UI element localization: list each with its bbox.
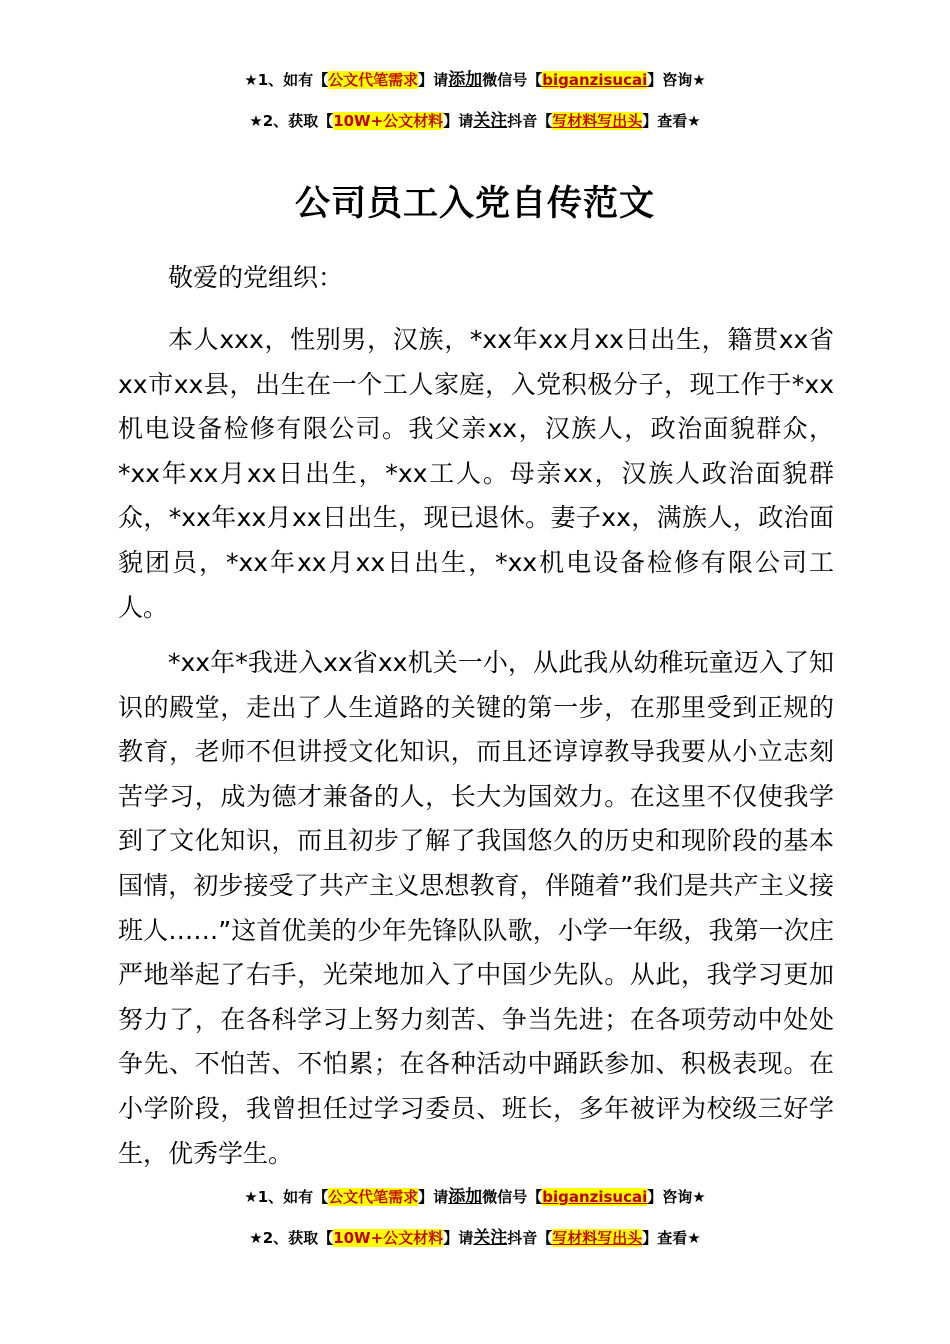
banner-suffix: 】查看★ — [642, 112, 701, 130]
banner-text: 抖音【 — [507, 112, 553, 130]
body-paragraph-1-container — [118, 318, 834, 630]
banner-underlined-text: 添加 — [448, 1187, 483, 1207]
banner-text: 】请 — [418, 1188, 449, 1206]
banner-highlight-wechat-id: biganzisucai — [542, 71, 648, 89]
banner-prefix: ★1、如有【 — [244, 71, 329, 89]
top-banner-line-1 — [0, 70, 950, 90]
body-paragraph-2-container — [118, 641, 834, 1176]
document-title: 公司员工入党自传范文 — [294, 184, 655, 224]
salutation: 敬爱的党组织： — [168, 263, 344, 292]
banner-text: 微信号【 — [482, 71, 543, 89]
banner-suffix: 】咨询★ — [647, 1188, 706, 1206]
banner-highlight-wechat-id: biganzisucai — [542, 1188, 648, 1206]
banner-highlight-douyin-account: 写材料写出头 — [552, 1229, 643, 1247]
banner-highlight-service: 公文代笔需求 — [328, 1188, 419, 1206]
bottom-banner-line-2 — [0, 1228, 950, 1248]
banner-prefix: ★2、获取【 — [249, 112, 334, 130]
banner-text: 】请 — [418, 71, 449, 89]
banner-suffix: 】查看★ — [642, 1229, 701, 1247]
banner-text: 微信号【 — [482, 1188, 543, 1206]
banner-prefix: ★1、如有【 — [244, 1188, 329, 1206]
banner-underlined-text: 关注 — [473, 111, 508, 131]
banner-underlined-text: 关注 — [473, 1228, 508, 1248]
banner-highlight-douyin-account: 写材料写出头 — [552, 112, 643, 130]
banner-suffix: 】咨询★ — [647, 71, 706, 89]
banner-text: 】请 — [443, 112, 474, 130]
banner-highlight-materials: 10W+公文材料 — [333, 112, 444, 130]
banner-highlight-materials: 10W+公文材料 — [333, 1229, 444, 1247]
body-paragraph: *xx年*我进入xx省xx机关一小，从此我从幼稚玩童迈入了知识的殿堂，走出了人生道路的关键的第一步，在那里受到正规的教育，老师不但讲授文化知识，而且还谆谆教导我要从小立志刻苦学习，成为德才兼备的人，长大为国效力。在这里不仅使我学到了文化知识，而且初步了解了我国悠久的历史和现阶段的基本国情，初步接受了共产主义思想教育，伴随着”我们是共产主义接班人……”这首优美的少年先锋队队歌，小学一年级，我第一次庄严地举起了右手，光荣地加入了中国少先队。从此，我学习更加努力了，在各科学习上努力刻苦、争当先进；在各项劳动中处处争先、不怕苦、不怕累；在各种活动中踊跃参加、积极表现。在小学阶段，我曾担任过学习委员、班长，多年被评为校级三好学生，优秀学生。 — [118, 648, 834, 1168]
banner-underlined-text: 添加 — [448, 70, 483, 90]
top-banner-line-2 — [0, 111, 950, 131]
body-paragraph: 本人xxx，性别男，汉族，*xx年xx月xx日出生，籍贯xx省xx市xx县，出生在一个工人家庭，入党积极分子，现工作于*xx机电设备检修有限公司。我父亲xx，汉族人，政治面貌群众，*xx年xx月xx日出生，*xx工人。母亲xx，汉族人政治面貌群众，*xx年xx月xx日出生，现已退休。妻子xx，满族人，政治面貌团员，*xx年xx月xx日出生，*xx机电设备检修有限公司工人。 — [118, 325, 834, 622]
banner-prefix: ★2、获取【 — [249, 1229, 334, 1247]
banner-text: 抖音【 — [507, 1229, 553, 1247]
banner-text: 】请 — [443, 1229, 474, 1247]
banner-highlight-service: 公文代笔需求 — [328, 71, 419, 89]
bottom-banner-line-1 — [0, 1187, 950, 1207]
